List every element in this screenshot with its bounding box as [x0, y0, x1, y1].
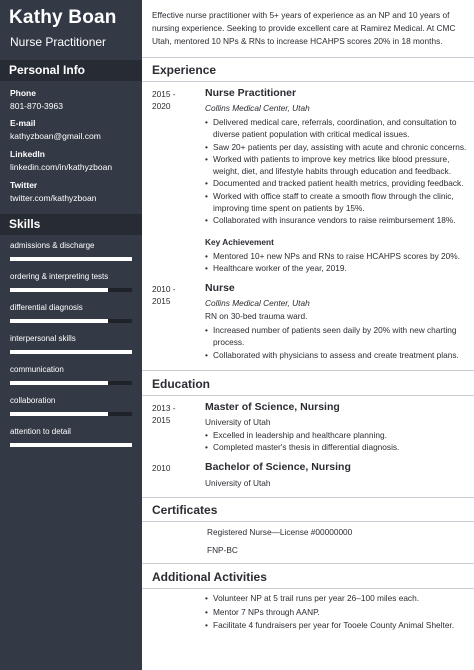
divider [142, 81, 474, 82]
list-item: • Collaborated with physicians to assess and create treatment plans. [205, 349, 469, 361]
school: University of Utah [205, 417, 271, 427]
skill-name: communication [10, 365, 64, 374]
skill-level-bar [10, 381, 132, 385]
employer: Collins Medical Center, Utah [205, 298, 310, 308]
certificate-item: Registered Nurse—License #00000000 [207, 527, 353, 537]
twitter-label: Twitter [10, 180, 38, 190]
school: University of Utah [205, 478, 271, 488]
edu-bullets [205, 429, 469, 454]
skill-name: interpersonal skills [10, 334, 76, 343]
skills-heading: Skills [0, 214, 142, 235]
list-item: • Saw 20+ patients per day, assisting with acute and chronic concerns. [205, 141, 469, 153]
list-item: • Documented and tracked patient health metrics, providing feedback. [205, 177, 469, 189]
skill-name: admissions & discharge [10, 241, 95, 250]
candidate-title: Nurse Practitioner [10, 35, 107, 49]
linkedin-value: linkedin.com/in/kathyzboan [10, 162, 113, 172]
skill-level-bar [10, 257, 132, 261]
email-label: E-mail [10, 118, 36, 128]
skill-level-bar [10, 350, 132, 354]
skill-name: ordering & interpreting tests [10, 272, 109, 281]
skill-level-bar [10, 319, 132, 323]
list-item: • Volunteer NP at 5 trail runs per year 26–100 miles each. [205, 592, 469, 606]
activities-heading: Additional Activities [152, 570, 267, 584]
phone-label: Phone [10, 88, 36, 98]
divider [142, 521, 474, 522]
job-title: Nurse [205, 282, 235, 294]
divider [142, 497, 474, 498]
experience-heading: Experience [152, 63, 217, 77]
key-achievement-heading: Key Achievement [205, 237, 274, 247]
edu-date: 2010 [152, 463, 171, 473]
list-item: • Delivered medical care, referrals, coordination, and consultation to diverse patient population with critical medical issues. [205, 116, 469, 141]
skill-level-bar [10, 288, 132, 292]
twitter-value: twitter.com/kathyzboan [10, 193, 97, 203]
job-end-date: 2020 [152, 101, 171, 111]
divider [142, 57, 474, 58]
degree: Bachelor of Science, Nursing [205, 461, 351, 473]
skill-level-bar [10, 443, 132, 447]
skill-name: attention to detail [10, 427, 71, 436]
certificates-heading: Certificates [152, 503, 218, 517]
skill-level-fill [10, 381, 108, 385]
divider [142, 370, 474, 371]
email-value: kathyzboan@gmail.com [10, 131, 101, 141]
activities-list [205, 592, 469, 633]
summary: Effective nurse practitioner with 5+ years of experience as an NP and 10 years of nursing experience. Seeking to provide excellent care at Ramirez Medical. At CMC Utah, mentored 10 NPs & RNs to increase HCAHPS scores 20% in 18 months. [152, 10, 456, 46]
skill-level-fill [10, 412, 108, 416]
edu-start-date: 2013 - [152, 403, 176, 413]
divider [142, 588, 474, 589]
skill-name: collaboration [10, 396, 56, 405]
main-content [142, 0, 474, 670]
list-item: • Collaborated with insurance vendors to raise reimbursement 18%. [205, 214, 469, 226]
certificate-item: FNP-BC [207, 545, 238, 555]
sidebar [0, 0, 142, 670]
education-heading: Education [152, 377, 211, 391]
job-end-date: 2015 [152, 296, 171, 306]
degree: Master of Science, Nursing [205, 401, 340, 413]
list-item: • Mentored 10+ new NPs and RNs to raise HCAHPS scores by 20%. [205, 250, 469, 262]
list-item: • Mentor 7 NPs through AANP. [205, 606, 469, 620]
job-bullets [205, 116, 469, 227]
linkedin-label: LinkedIn [10, 149, 45, 159]
list-item: • Increased number of patients seen daily by 20% with new charting process. [205, 324, 469, 349]
divider [142, 395, 474, 396]
list-item: • Worked with office staff to create a smooth flow through the clinic, improving time spent on patients by 15%. [205, 190, 469, 215]
job-title: Nurse Practitioner [205, 87, 297, 99]
list-item: • Excelled in leadership and healthcare planning. [205, 429, 469, 441]
skill-name: differential diagnosis [10, 303, 83, 312]
list-item: • Worked with patients to improve key metrics like blood pressure, weight, diet, and lifestyle habits through education and feedback. [205, 153, 469, 178]
job-start-date: 2010 - [152, 284, 176, 294]
skill-level-fill [10, 443, 132, 447]
list-item: • Completed master's thesis in differential diagnosis. [205, 441, 469, 453]
list-item: • Facilitate 4 fundraisers per year for Tooele County Animal Shelter. [205, 619, 469, 633]
job-start-date: 2015 - [152, 89, 176, 99]
skill-level-bar [10, 412, 132, 416]
divider [142, 563, 474, 564]
phone-value: 801-870-3963 [10, 101, 63, 111]
candidate-name: Kathy Boan [9, 7, 117, 28]
personal-info-heading: Personal Info [0, 60, 142, 81]
edu-end-date: 2015 [152, 415, 171, 425]
job-bullets [205, 324, 469, 361]
job-description: RN on 30-bed trauma ward. [205, 311, 308, 321]
skill-level-fill [10, 257, 132, 261]
skill-level-fill [10, 288, 108, 292]
skill-level-fill [10, 350, 132, 354]
list-item: • Healthcare worker of the year, 2019. [205, 262, 469, 274]
skill-level-fill [10, 319, 108, 323]
employer: Collins Medical Center, Utah [205, 103, 310, 113]
achievement-bullets [205, 250, 469, 275]
